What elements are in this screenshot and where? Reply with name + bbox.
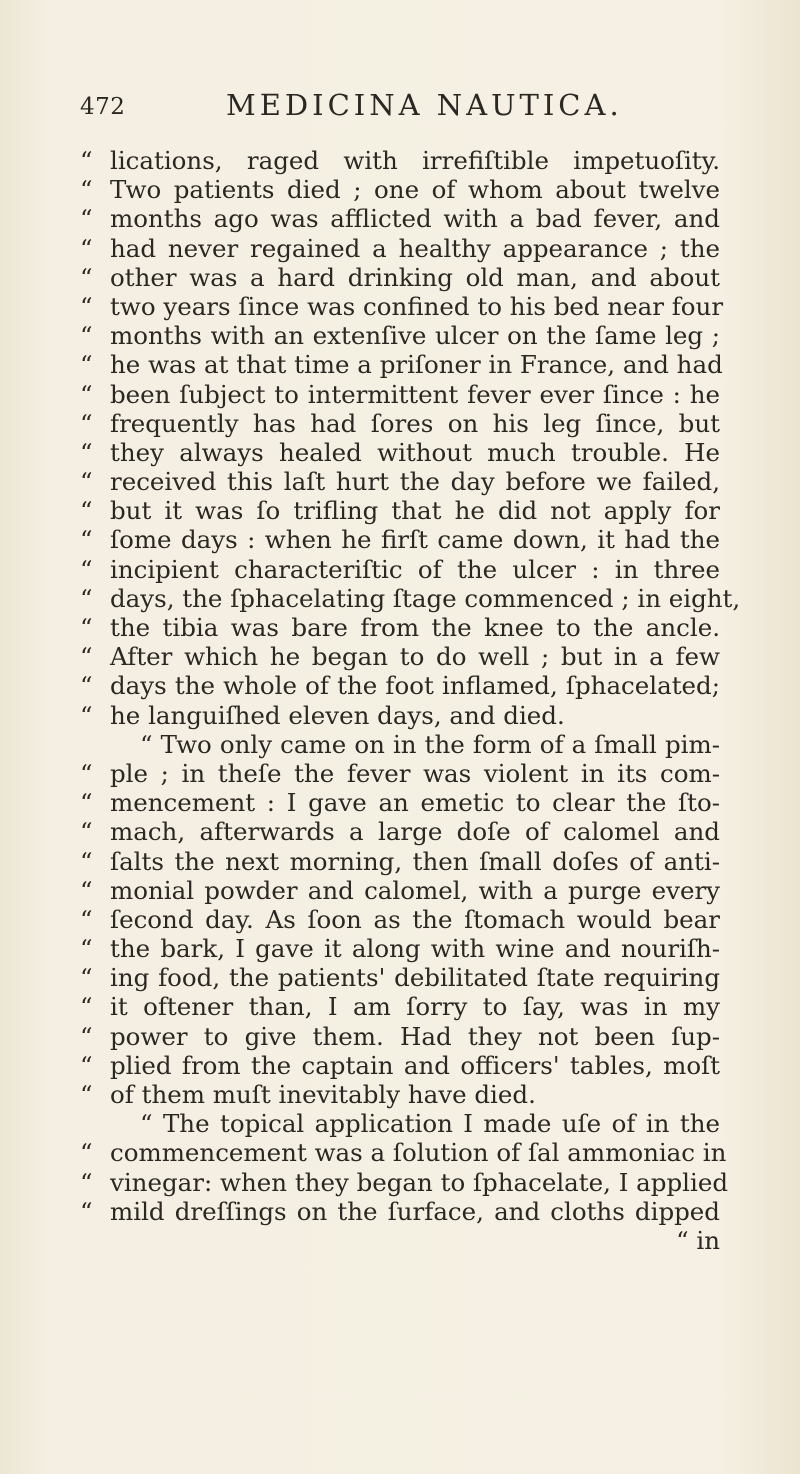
text-line xyxy=(80,1226,720,1255)
line-text: he languiſhed eleven days, and died. xyxy=(110,700,565,730)
quote-mark: “ xyxy=(80,467,93,497)
text-line xyxy=(80,496,720,525)
quote-mark: “ xyxy=(80,321,93,351)
text-line xyxy=(80,263,720,292)
quote-mark: “ xyxy=(80,554,93,584)
quote-mark: “ xyxy=(80,291,93,321)
page-number: 472 xyxy=(80,94,126,120)
quote-mark: “ xyxy=(80,496,93,526)
body-text xyxy=(80,146,741,1255)
quote-mark: “ xyxy=(80,1167,93,1197)
text-line xyxy=(80,759,720,788)
text-line xyxy=(80,146,720,175)
quote-mark: “ xyxy=(80,1138,93,1168)
line-text: days the whole of the foot inflamed, ſphacelated; xyxy=(110,671,720,701)
text-line xyxy=(80,671,720,700)
text-line xyxy=(80,409,720,438)
text-line xyxy=(80,817,720,846)
line-text: the tibia was bare from the knee to the ancle. xyxy=(110,613,720,642)
text-line xyxy=(80,204,720,233)
text-line xyxy=(80,730,720,759)
quote-mark: “ xyxy=(80,350,93,380)
line-text: “ The topical application I made uſe of in the xyxy=(140,1109,720,1139)
text-line xyxy=(80,992,720,1021)
quote-mark: “ xyxy=(80,875,93,905)
text-line xyxy=(80,234,720,263)
quote-mark: “ xyxy=(80,437,93,467)
line-text: had never regained a healthy appearance ; the xyxy=(110,233,720,263)
line-text: other was a hard drinking old man, and about xyxy=(110,262,720,292)
quote-mark: “ xyxy=(80,525,93,555)
line-text: lications, raged with irrefiſtible impetuoſity. xyxy=(110,146,720,175)
quote-mark: “ xyxy=(80,904,93,934)
text-line xyxy=(80,1138,727,1168)
text-line xyxy=(80,905,720,934)
text-line xyxy=(80,1022,720,1051)
quote-mark: “ xyxy=(80,788,93,818)
text-line xyxy=(80,613,720,642)
line-text: mild dreſſings on the ſurface, and cloths dipped xyxy=(110,1196,720,1226)
text-line xyxy=(80,467,720,496)
quote-mark: “ xyxy=(80,1021,93,1051)
line-text: he was at that time a priſoner in France, and had xyxy=(110,350,723,380)
text-line xyxy=(80,321,720,350)
line-text: received this laſt hurt the day before we failed, xyxy=(110,467,720,497)
text-line xyxy=(80,876,720,905)
quote-mark: “ xyxy=(80,963,93,993)
quote-mark: “ xyxy=(80,1080,93,1109)
line-text: been ſubject to intermittent fever ever ſince : he xyxy=(110,379,720,409)
quote-mark: “ xyxy=(80,379,93,409)
line-text: power to give them. Had they not been ſup- xyxy=(110,1021,720,1051)
line-text: months ago was afflicted with a bad fever, and xyxy=(110,204,720,234)
quote-mark: “ xyxy=(80,1196,93,1226)
quote-mark: “ xyxy=(80,146,93,175)
quote-mark: “ xyxy=(80,408,93,438)
quote-mark: “ xyxy=(80,175,93,205)
line-text: two years ſince was confined to his bed near four xyxy=(110,291,724,321)
line-text: Two patients died ; one of whom about twelve xyxy=(110,175,720,205)
text-line xyxy=(80,934,720,963)
text-line xyxy=(80,701,720,730)
quote-mark: “ xyxy=(80,613,93,642)
text-line xyxy=(80,380,720,409)
line-text: ple ; in theſe the fever was violent in its com- xyxy=(110,758,720,788)
text-line xyxy=(80,847,720,876)
text-line xyxy=(80,525,720,554)
line-text: frequently has had ſores on his leg ſince, but xyxy=(110,408,720,438)
line-text: mach, afterwards a large doſe of calomel and xyxy=(110,817,720,847)
text-line xyxy=(80,438,720,467)
quote-mark: “ xyxy=(80,583,93,613)
quote-mark: “ xyxy=(80,700,93,730)
text-line xyxy=(80,963,720,992)
text-line xyxy=(80,1109,720,1138)
line-text: ſalts the next morning, then ſmall doſes of anti- xyxy=(110,846,720,876)
text-line xyxy=(80,642,720,671)
quote-mark: “ xyxy=(80,204,93,234)
line-text: “ in xyxy=(676,1225,720,1255)
text-line xyxy=(80,555,720,584)
text-line xyxy=(80,350,723,380)
page-header xyxy=(80,88,720,128)
line-text: incipient characteriſtic of the ulcer : in three xyxy=(110,554,720,584)
quote-mark: “ xyxy=(80,642,93,672)
text-line xyxy=(80,1197,720,1226)
line-text: ſecond day. As ſoon as the ſtomach would bear xyxy=(110,904,720,934)
line-text: but it was ſo trifling that he did not apply for xyxy=(110,496,720,526)
text-line xyxy=(80,788,720,817)
line-text: After which he began to do well ; but in a few xyxy=(110,642,720,672)
quote-mark: “ xyxy=(80,671,93,701)
line-text: they always healed without much trouble. He xyxy=(110,437,720,467)
quote-mark: “ xyxy=(80,1050,93,1080)
line-text: ing food, the patients' debilitated ſtate requiring xyxy=(110,963,720,993)
line-text: it oftener than, I am ſorry to ſay, was in my xyxy=(110,992,720,1022)
quote-mark: “ xyxy=(80,934,93,964)
quote-mark: “ xyxy=(80,262,93,292)
line-text: days, the ſphacelating ſtage commenced ; in eight, xyxy=(110,583,741,613)
quote-mark: “ xyxy=(80,233,93,263)
line-text: vinegar: when they began to ſphacelate, I applied xyxy=(110,1167,729,1197)
quote-mark: “ xyxy=(80,758,93,788)
text-line xyxy=(80,1080,720,1109)
text-line xyxy=(80,291,724,321)
line-text: ſome days : when he firſt came down, it had the xyxy=(110,525,720,555)
running-head: MEDICINA NAUTICA. xyxy=(226,88,623,122)
text-line xyxy=(80,583,741,613)
text-line xyxy=(80,1167,729,1197)
line-text: of them muſt inevitably have died. xyxy=(110,1080,536,1109)
line-text: commencement was a ſolution of ſal ammoniac in xyxy=(110,1138,727,1168)
line-text: mencement : I gave an emetic to clear the ſto- xyxy=(110,788,720,818)
line-text: the bark, I gave it along with wine and nouriſh- xyxy=(110,934,720,964)
line-text: plied from the captain and officers' tables, moſt xyxy=(110,1050,720,1080)
quote-mark: “ xyxy=(80,846,93,876)
quote-mark: “ xyxy=(80,817,93,847)
line-text: “ Two only came on in the form of a ſmall pim- xyxy=(140,729,720,759)
line-text: months with an extenſive ulcer on the ſame leg ; xyxy=(110,321,720,351)
text-line xyxy=(80,1051,720,1080)
quote-mark: “ xyxy=(80,992,93,1022)
text-line xyxy=(80,175,720,204)
line-text: monial powder and calomel, with a purge every xyxy=(110,875,720,905)
